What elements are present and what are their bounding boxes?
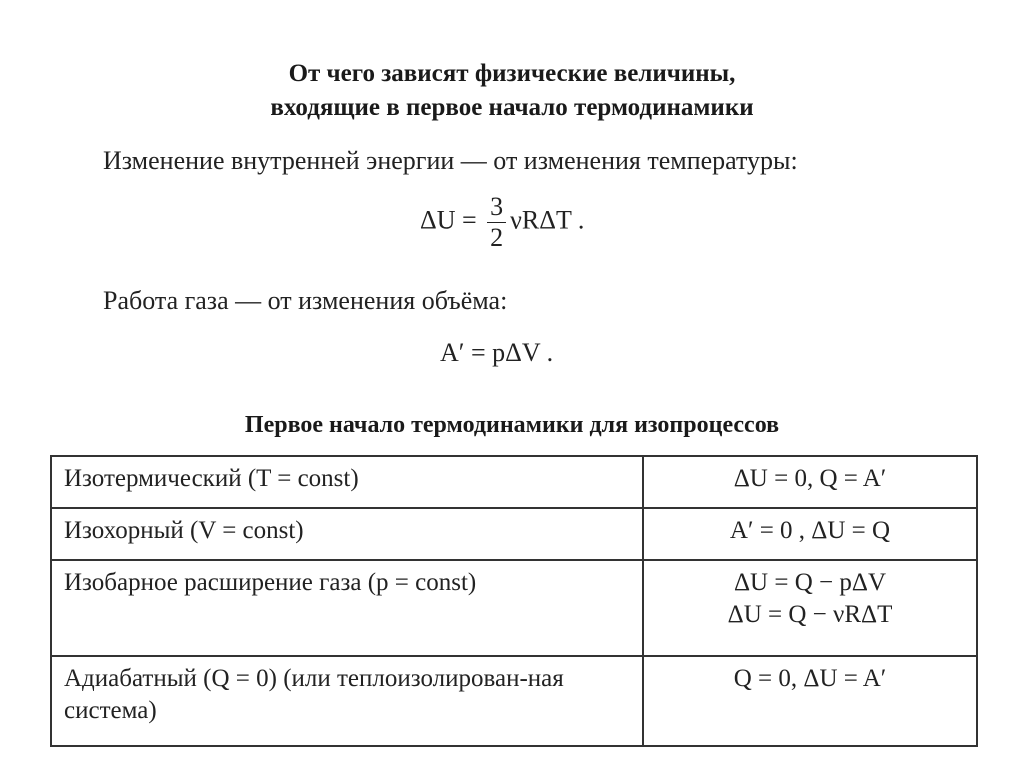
process-cell: Адиабатный (Q = 0) (или теплоизолирован-ная система): [51, 656, 643, 746]
formula-left: ΔU =: [420, 205, 484, 235]
formula-cell: [643, 656, 977, 746]
table-row: [51, 560, 977, 656]
process-cell: Изобарное расширение газа (p = const): [51, 560, 643, 656]
table-row: [51, 456, 977, 508]
table-row: [51, 508, 977, 560]
isoprocess-table: [50, 455, 978, 747]
fraction-denominator: 2: [490, 223, 504, 252]
formula-line: ΔU = Q − pΔV: [733, 569, 886, 596]
gas-work-formula: A′ = pΔV .: [440, 338, 554, 367]
formula-cell: [643, 456, 977, 508]
internal-energy-formula: [420, 192, 584, 253]
formula-line: ΔU = 0, Q = A′: [733, 465, 887, 492]
fraction-numerator: 3: [487, 192, 506, 223]
formula-cell: [643, 560, 977, 656]
internal-energy-text: Изменение внутренней энергии — от изменения температуры:: [103, 146, 798, 175]
heading-line-1: От чего зависят физические величины,: [288, 60, 736, 87]
formula-cell: [643, 508, 977, 560]
process-cell: Изотермический (T = const): [51, 456, 643, 508]
fraction-three-halves: [487, 192, 506, 253]
process-cell: Изохорный (V = const): [51, 508, 643, 560]
formula-line: A′ = 0 , ΔU = Q: [729, 517, 891, 544]
table-title: Первое начало термодинамики для изопроцессов: [244, 412, 780, 438]
formula-right: νRΔT .: [510, 205, 585, 235]
table-row: [51, 656, 977, 746]
formula-line: ΔU = Q − νRΔT: [727, 601, 893, 628]
heading-line-2: входящие в первое начало термодинамики: [270, 94, 754, 121]
gas-work-text: Работа газа — от изменения объёма:: [103, 286, 508, 315]
formula-line: Q = 0, ΔU = A′: [733, 665, 887, 692]
